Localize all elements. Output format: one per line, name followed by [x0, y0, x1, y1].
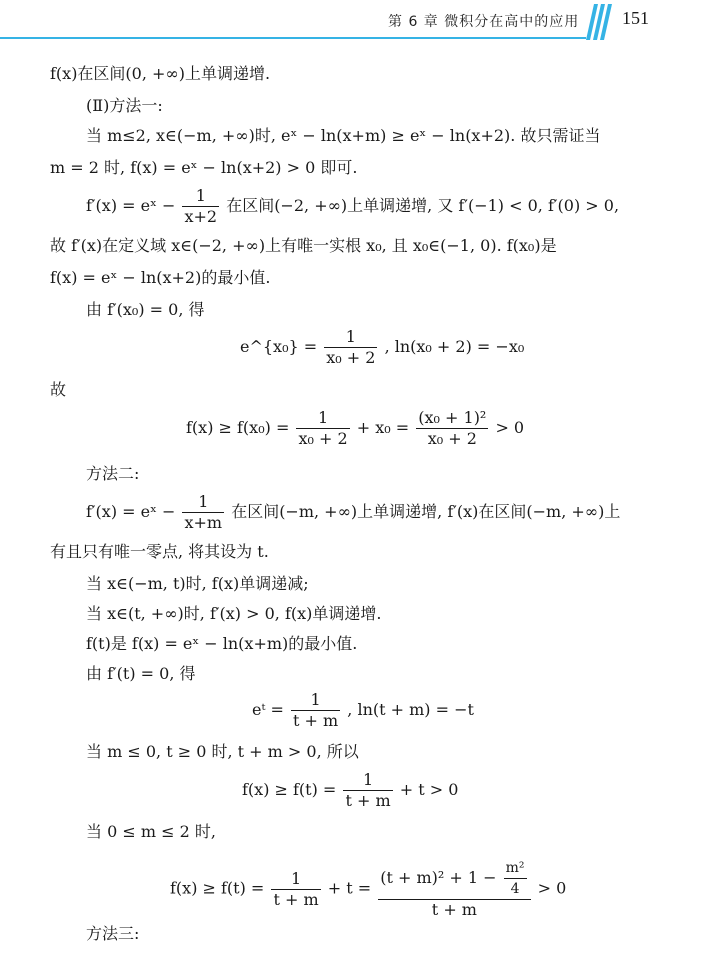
fraction	[296, 408, 349, 449]
fraction	[291, 690, 340, 731]
numerator: (x₀ + 1)²	[418, 408, 487, 427]
equation-1	[240, 327, 524, 368]
equation-4	[242, 770, 458, 811]
denominator: t + m	[431, 900, 477, 919]
inner-fraction	[504, 858, 527, 899]
fraction	[271, 869, 320, 910]
math-text: 在区间(−m, +∞)上单调递增, f′(x)在区间(−m, +∞)上	[231, 502, 621, 521]
text-line: 当 m ≤ 0, t ≥ 0 时, t + m > 0, 所以	[86, 742, 359, 761]
numerator	[378, 858, 530, 900]
denominator: x₀ + 2	[326, 348, 376, 367]
math-text: e^{x₀} =	[240, 337, 318, 356]
denominator: x₀ + 2	[298, 429, 348, 448]
math-text: + t =	[327, 878, 372, 898]
text-line: 当 x∈(−m, t)时, f(x)单调递减;	[86, 574, 309, 593]
text-line: 当 m≤2, x∈(−m, +∞)时, eˣ − ln(x+m) ≥ eˣ − ln(x+2). 故只需证当	[86, 126, 601, 145]
numerator: 1	[291, 690, 340, 711]
math-text: + t > 0	[399, 780, 459, 799]
text-line: 由 f′(t) = 0, 得	[86, 664, 196, 683]
denominator: t + m	[345, 791, 391, 810]
fraction	[324, 327, 377, 368]
math-text: + x₀ =	[356, 418, 410, 437]
text-line: 方法三:	[86, 924, 140, 943]
equation-5	[170, 858, 566, 920]
equation-3	[252, 690, 474, 731]
math-text: f′(x) = eˣ −	[86, 196, 176, 215]
math-text: > 0	[495, 418, 525, 437]
denominator: x+m	[184, 513, 223, 532]
fraction	[182, 492, 224, 533]
numerator: 1	[182, 186, 219, 207]
denominator: x+2	[184, 207, 218, 226]
header-rule	[0, 37, 586, 39]
numerator: 1	[296, 408, 349, 429]
text-line: 方法二:	[86, 464, 140, 483]
numerator: 1	[271, 869, 320, 890]
denominator: x₀ + 2	[427, 429, 477, 448]
text-line: 有且只有唯一零点, 将其设为 t.	[50, 542, 269, 561]
numerator: m²	[504, 858, 527, 879]
text-line: f(t)是 f(x) = eˣ − ln(x+m)的最小值.	[86, 634, 358, 653]
text-line: f(x)在区间(0, +∞)上单调递增.	[50, 64, 271, 83]
fraction	[343, 770, 392, 811]
math-text: f′(x) = eˣ −	[86, 502, 176, 521]
math-text: > 0	[537, 878, 567, 898]
denominator: t + m	[273, 889, 319, 909]
text-line: 当 x∈(t, +∞)时, f′(x) > 0, f(x)单调递增.	[86, 604, 382, 623]
math-text: , ln(x₀ + 2) = −x₀	[384, 337, 525, 356]
header-stripes-decoration	[586, 4, 616, 40]
fraction	[378, 858, 530, 920]
text-line: 由 f′(x₀) = 0, 得	[86, 300, 205, 319]
math-text: , ln(t + m) = −t	[347, 700, 474, 719]
text-line: (Ⅱ)方法一:	[86, 96, 163, 115]
denominator: t + m	[293, 711, 339, 730]
text-line: 当 0 ≤ m ≤ 2 时,	[86, 822, 216, 841]
math-text: f(x) ≥ f(t) =	[242, 780, 337, 799]
text-line: m = 2 时, f(x) = eˣ − ln(x+2) > 0 即可.	[50, 158, 358, 177]
math-line	[86, 186, 619, 227]
chapter-title: 第 6 章 微积分在高中的应用	[388, 14, 580, 30]
numerator: 1	[324, 327, 377, 348]
math-line	[86, 492, 620, 533]
math-text: f(x) ≥ f(t) =	[170, 878, 265, 898]
equation-2	[186, 408, 524, 449]
math-text: f(x) ≥ f(x₀) =	[186, 418, 290, 437]
math-text: 在区间(−2, +∞)上单调递增, 又 f′(−1) < 0, f′(0) > 0,	[226, 196, 620, 215]
page-header	[0, 0, 721, 44]
denominator: 4	[510, 881, 520, 897]
text-line: 故	[50, 380, 67, 399]
numerator: 1	[343, 770, 392, 791]
fraction	[182, 186, 219, 227]
numerator: 1	[182, 492, 224, 513]
math-text: eᵗ =	[252, 700, 284, 719]
text-line: f(x) = eˣ − ln(x+2)的最小值.	[50, 268, 271, 287]
math-text: (t + m)² + 1 −	[380, 868, 497, 887]
page-number: 151	[622, 8, 649, 28]
text-line: 故 f′(x)在定义域 x∈(−2, +∞)上有唯一实根 x₀, 且 x₀∈(−1, 0). f(x₀)是	[50, 236, 557, 255]
fraction	[416, 408, 488, 449]
